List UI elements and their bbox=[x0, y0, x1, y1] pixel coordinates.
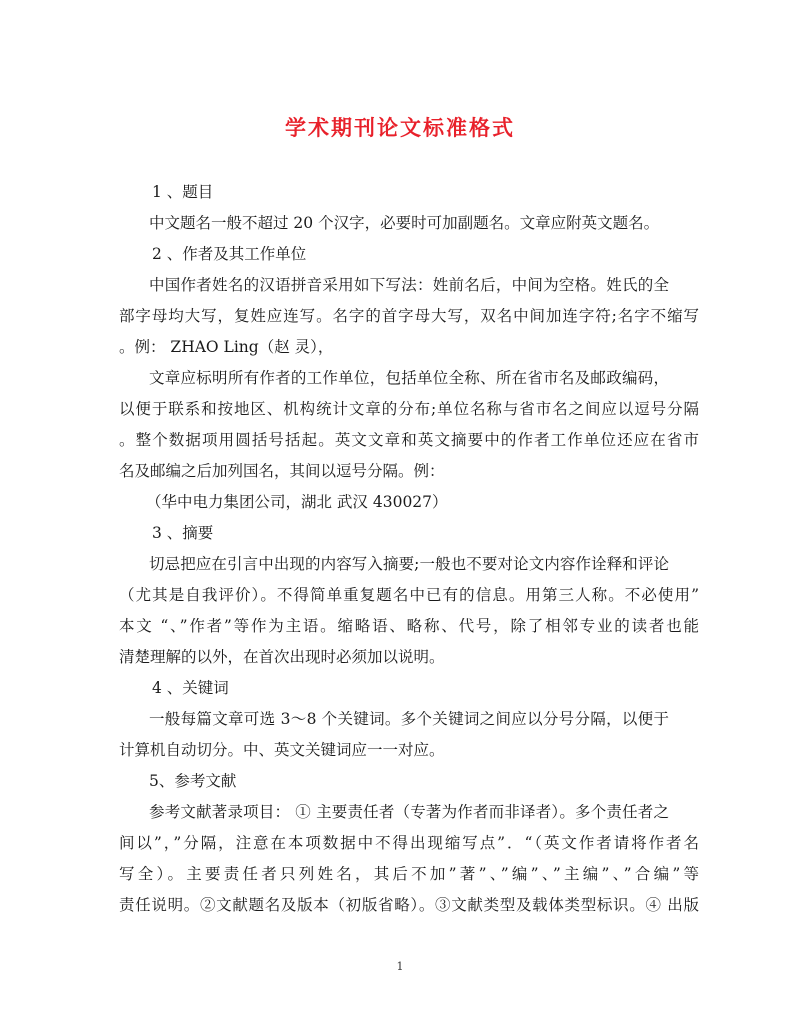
heading-abstract-section: 3 、摘要 bbox=[152, 524, 214, 542]
paragraph-line: 。例： ZHAO Ling（赵 灵）， bbox=[119, 338, 334, 356]
paragraph-line: 切忌把应在引言中出现的内容写入摘要;一般也不要对论文内容作诠释和评论 bbox=[149, 555, 669, 573]
paragraph-line: 部字母均大写，复姓应连写。名字的首字母大写，双名中间加连字符;名字不缩写 bbox=[119, 307, 699, 325]
paragraph-line: 名及邮编之后加列国名，其间以逗号分隔。例： bbox=[119, 462, 445, 480]
paragraph-line: （尤其是自我评价）。不得简单重复题名中已有的信息。用第三人称。不必使用” bbox=[119, 586, 699, 604]
paragraph-line: 中文题名一般不超过 20 个汉字，必要时可加副题名。文章应附英文题名。 bbox=[149, 214, 660, 232]
document-title: 学术期刊论文标准格式 bbox=[285, 116, 515, 140]
paragraph-line: 以便于联系和按地区、机构统计文章的分布;单位名称与省市名之间应以逗号分隔 bbox=[119, 400, 699, 418]
paragraph-line: 清楚理解的以外，在首次出现时必须加以说明。 bbox=[119, 648, 445, 666]
heading-keywords-section: 4 、关键词 bbox=[152, 679, 229, 697]
paragraph-line: 计算机自动切分。中、英文关键词应一一对应。 bbox=[119, 741, 445, 759]
paragraph-line: 本文 “、”作者”等作为主语。缩略语、略称、代号，除了相邻专业的读者也能 bbox=[119, 617, 699, 635]
paragraph-line: 文章应标明所有作者的工作单位，包括单位全称、所在省市名及邮政编码， bbox=[149, 369, 669, 387]
paragraph-line: 中国作者姓名的汉语拼音采用如下写法：姓前名后，中间为空格。姓氏的全 bbox=[149, 276, 669, 294]
heading-references-section: 5、参考文献 bbox=[149, 772, 237, 790]
page-number: 1 bbox=[396, 960, 404, 973]
heading-title-section: 1 、题目 bbox=[152, 183, 214, 201]
paragraph-line: 。整个数据项用圆括号括起。英文文章和英文摘要中的作者工作单位还应在省市 bbox=[119, 431, 699, 449]
paragraph-line: （华中电力集团公司，湖北 武汉 430027） bbox=[146, 493, 448, 511]
paragraph-line: 责任说明。②文献题名及版本（初版省略）。③文献类型及载体类型标识。④ 出版 bbox=[119, 896, 699, 914]
paragraph-line: 间以”，”分隔，注意在本项数据中不得出现缩写点”．“（英文作者请将作者名 bbox=[119, 834, 699, 852]
paragraph-line: 参考文献著录项目： ① 主要责任者（专著为作者而非译者）。多个责任者之 bbox=[149, 803, 669, 821]
paragraph-line: 一般每篇文章可选 3～8 个关键词。多个关键词之间应以分号分隔，以便于 bbox=[149, 710, 669, 728]
paragraph-line: 写全）。主要责任者只列姓名，其后不加”著”、”编”、”主编”、”合编”等 bbox=[119, 865, 699, 883]
heading-author-section: 2 、作者及其工作单位 bbox=[152, 245, 307, 263]
